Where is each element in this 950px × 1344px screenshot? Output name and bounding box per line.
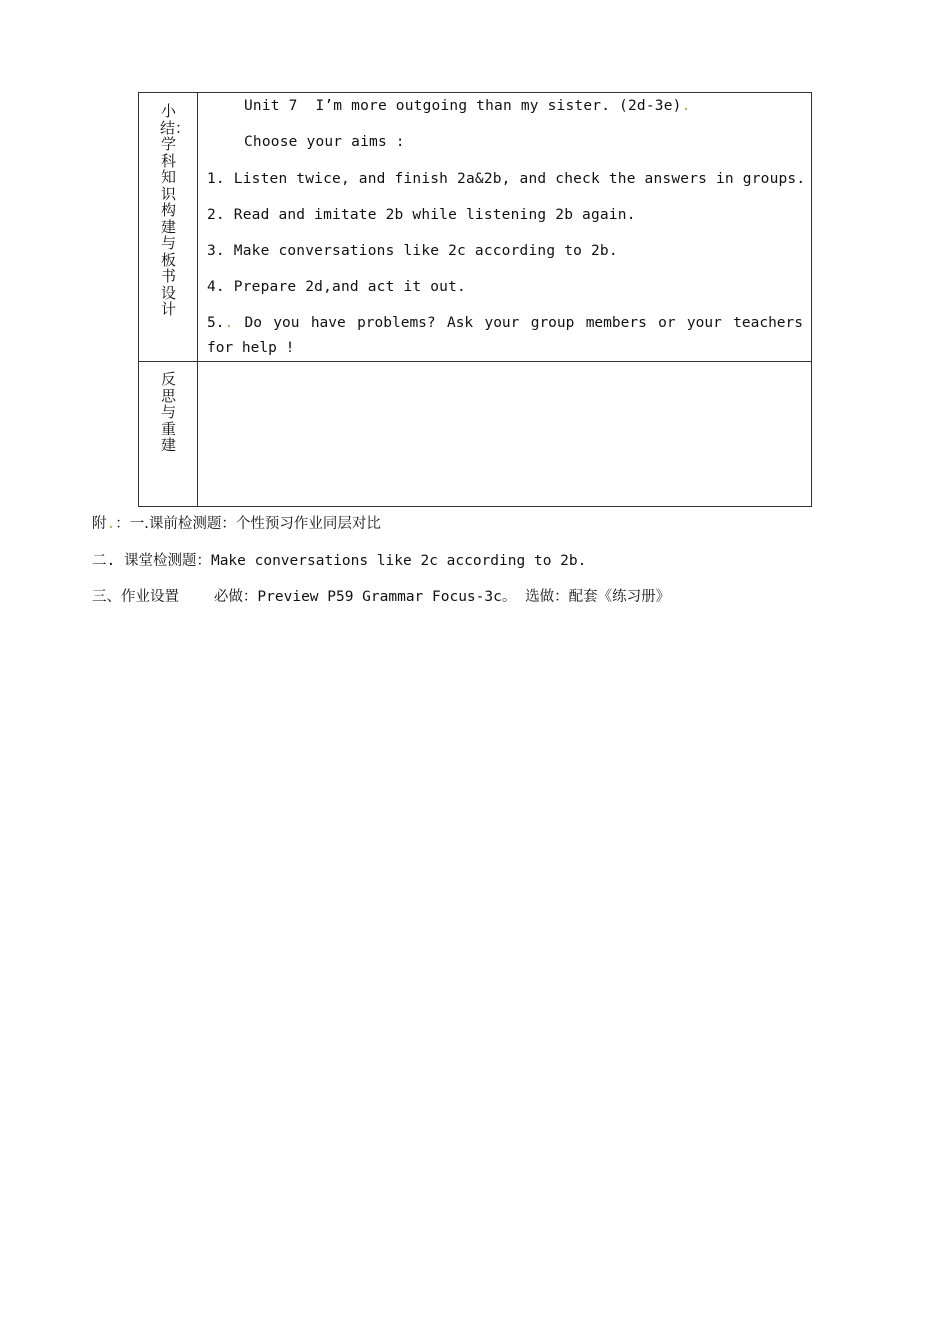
reflection-content <box>199 361 811 506</box>
reflection-label: 反思与重建 <box>160 370 176 454</box>
aim-5-mark: . <box>224 315 234 331</box>
summary-label: 小结：学科知识构建与板书设计 <box>160 102 191 318</box>
aim-1: 1. Listen twice, and finish 2a&2b, and check the answers in groups. <box>207 171 806 187</box>
appendix-line-1: 附.：一.课前检测题：个性预习作业同层对比 <box>92 516 381 532</box>
aims-heading: Choose your aims : <box>244 134 405 150</box>
appendix-mark: . <box>106 516 116 532</box>
summary-content <box>199 93 811 361</box>
summary-row <box>139 93 811 362</box>
unit-title: Unit 7 I’m more outgoing than my sister. (2d-3e). <box>244 98 691 114</box>
appendix-line-3: 三、作业设置 必做：Preview P59 Grammar Focus-3c。 选做：配套《练习册》 <box>92 589 671 605</box>
reflection-row <box>139 361 811 506</box>
summary-label-cell <box>139 93 198 361</box>
aim-2: 2. Read and imitate 2b while listening 2b again. <box>207 207 636 223</box>
appendix-line-2: 二. 课堂检测题：Make conversations like 2c according to 2b. <box>92 553 587 569</box>
aim-3: 3. Make conversations like 2c according to 2b. <box>207 243 618 259</box>
aim-5: 5.. Do you have problems? Ask your group members or your teachers for help ! <box>207 315 803 356</box>
title-mark: . <box>681 98 691 114</box>
aim-4: 4. Prepare 2d,and act it out. <box>207 279 466 295</box>
reflection-label-cell <box>139 361 198 506</box>
lesson-table <box>138 92 812 507</box>
